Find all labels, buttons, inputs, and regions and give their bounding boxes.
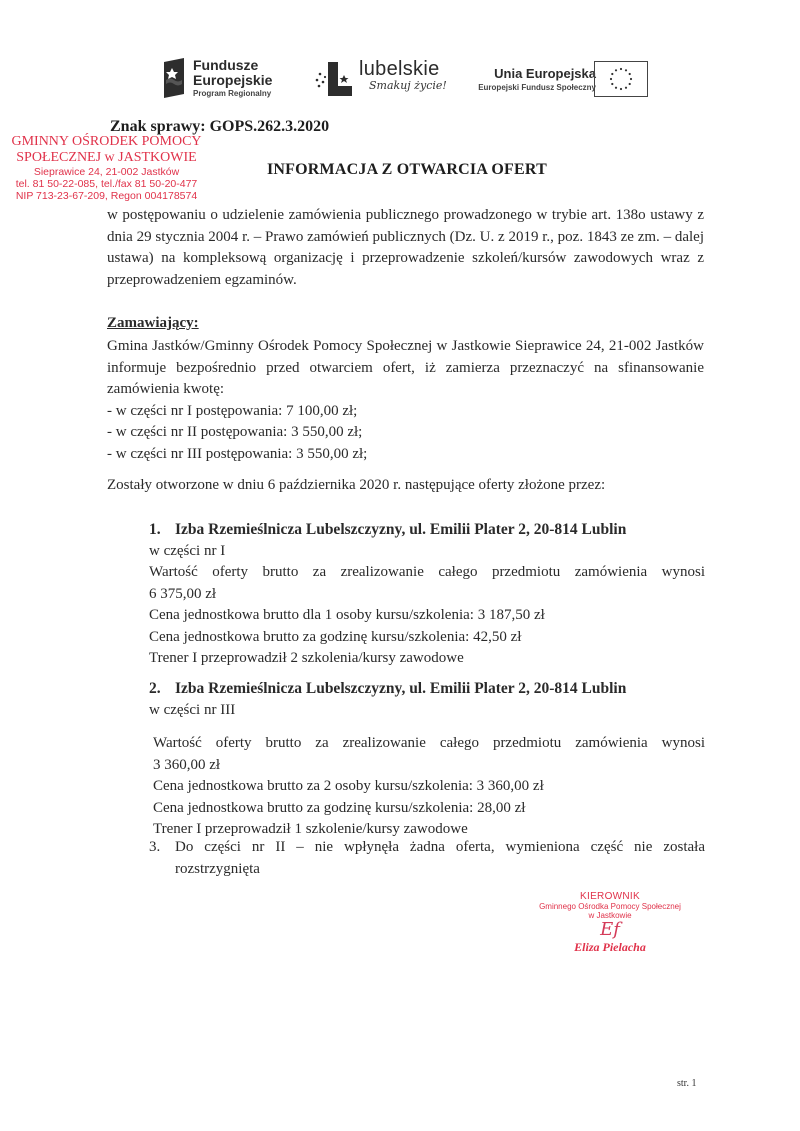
offer-value-label: Wartość oferty brutto za zrealizowanie całego przedmiotu zamówienia wynosi <box>153 735 705 751</box>
logo-line: Program Regionalny <box>193 89 272 99</box>
page-number: str. 1 <box>677 1078 697 1089</box>
logo-line: Europejskie <box>193 71 273 88</box>
logo-line: lubelskie <box>359 58 440 80</box>
lubelskie-logo <box>359 58 447 92</box>
lubelskie-l-icon <box>314 60 354 98</box>
stamp-line: Sieprawice 24, 21-002 Jastków <box>33 166 180 179</box>
logo-line: Unia Europejska <box>494 66 596 81</box>
offer-unit-price-person: Cena jednostkowa brutto dla 1 osoby kursu/szkolenia: 3 187,50 zł <box>149 607 545 623</box>
stamp-line: GMINNY OŚRODEK POMOCY <box>11 134 202 149</box>
offer-value-label: Wartość oferty brutto za zrealizowanie całego przedmiotu zamówienia wynosi <box>149 564 705 580</box>
zamawiajacy-section <box>107 336 704 465</box>
offer-heading <box>149 678 705 700</box>
offer-heading <box>149 519 705 541</box>
offer-2 <box>149 678 705 721</box>
budget-part-1: - w części nr I postępowania: 7 100,00 zł; <box>107 402 358 419</box>
document-title: INFORMACJA Z OTWARCIA OFERT <box>267 161 547 178</box>
offer-part: w części nr I <box>149 542 226 559</box>
handwritten-signature: Ef <box>600 919 620 940</box>
offer-trainer: Trener I przeprowadził 1 szkolenie/kursy zawodowe <box>153 821 468 837</box>
budget-part-2: - w części nr II postępowania: 3 550,00 zł; <box>107 424 363 440</box>
zamawiajacy-text: Gmina Jastków/Gminny Ośrodek Pomocy Społecznej w Jastkowie Sieprawice 24, 21-002 Jastków informuje bezpośrednio przed otwarciem ofert, iż zamierza przeznaczyć na sfinansowanie zamówienia kwotę: <box>107 338 704 397</box>
eu-flag-icon <box>594 61 648 97</box>
note-text: Do części nr II – nie wpłynęła żadna oferta, wymieniona część nie została rozstrzygnięta <box>175 839 705 877</box>
signature-title: KIEROWNIK <box>580 891 640 902</box>
offer-value: 3 360,00 zł <box>153 756 221 773</box>
note-number: 3. <box>149 839 161 855</box>
offer-unit-price-hour: Cena jednostkowa brutto za godzinę kursu/szkolenia: 42,50 zł <box>149 628 522 645</box>
offer-unit-price-hour: Cena jednostkowa brutto za godzinę kursu/szkolenia: 28,00 zł <box>153 799 526 816</box>
offer-number: 1. <box>149 521 161 538</box>
institution-stamp <box>0 134 213 202</box>
offer-bidder: Izba Rzemieślnicza Lubelszczyzny, ul. Emilii Plater 2, 20-814 Lublin <box>175 680 627 697</box>
budget-part-3: - w części nr III postępowania: 3 550,00 zł; <box>107 445 368 462</box>
fundusze-europejskie-logo <box>193 58 272 99</box>
case-number: Znak sprawy: GOPS.262.3.2020 <box>110 118 330 135</box>
intro-text: w postępowaniu o udzielenie zamówienia publicznego prowadzonego w trybie art. 138o ustawy z dnia 29 stycznia 2004 r. – Prawo zamówień publicznych (Dz. U. z 2019 r., poz. 1843 ze zm. – dalej ustawa) na kompleksową organizację i przeprowadzenie szkoleń/kursów zawodowych wraz z przeprowadzeniem egzaminów. <box>107 207 704 288</box>
logo-slogan: Smakuj życie! <box>369 79 447 92</box>
offer-number: 2. <box>149 680 161 697</box>
logo-line: Europejski Fundusz Społeczny <box>478 83 596 92</box>
stamp-line: SPOŁECZNEJ w JASTKOWIE <box>16 150 197 166</box>
offer-unit-price-person: Cena jednostkowa brutto za 2 osoby kursu/szkolenia: 3 360,00 zł <box>153 778 544 794</box>
offer-1 <box>149 519 705 670</box>
unia-europejska-logo <box>466 66 596 92</box>
offer-bidder: Izba Rzemieślnicza Lubelszczyzny, ul. Emilii Plater 2, 20-814 Lublin <box>175 521 627 538</box>
signature-org-location: w Jastkowie <box>588 911 632 920</box>
offer-part: w części nr III <box>149 701 236 718</box>
signatory-name: Eliza Pielacha <box>574 940 646 954</box>
offer-2-details <box>153 733 705 841</box>
fundusze-europejskie-icon <box>163 58 185 98</box>
offer-trainer: Trener I przeprowadził 2 szkolenia/kursy zawodowe <box>149 650 464 666</box>
note-3 <box>149 837 705 880</box>
opened-statement: Zostały otworzone w dniu 6 października 2020 r. następujące oferty złożone przez: <box>107 477 606 493</box>
signature-org: Gminnego Ośrodka Pomocy Społecznej <box>539 902 681 911</box>
offer-value: 6 375,00 zł <box>149 585 217 602</box>
signature-stamp <box>520 891 700 955</box>
logo-line: Fundusze <box>193 57 259 73</box>
intro-paragraph <box>107 205 704 291</box>
stamp-line: NIP 713-23-67-209, Regon 004178574 <box>15 190 198 203</box>
stamp-line: tel. 81 50-22-085, tel./fax 81 50-20-477 <box>15 178 198 191</box>
zamawiajacy-heading: Zamawiający: <box>107 315 199 331</box>
